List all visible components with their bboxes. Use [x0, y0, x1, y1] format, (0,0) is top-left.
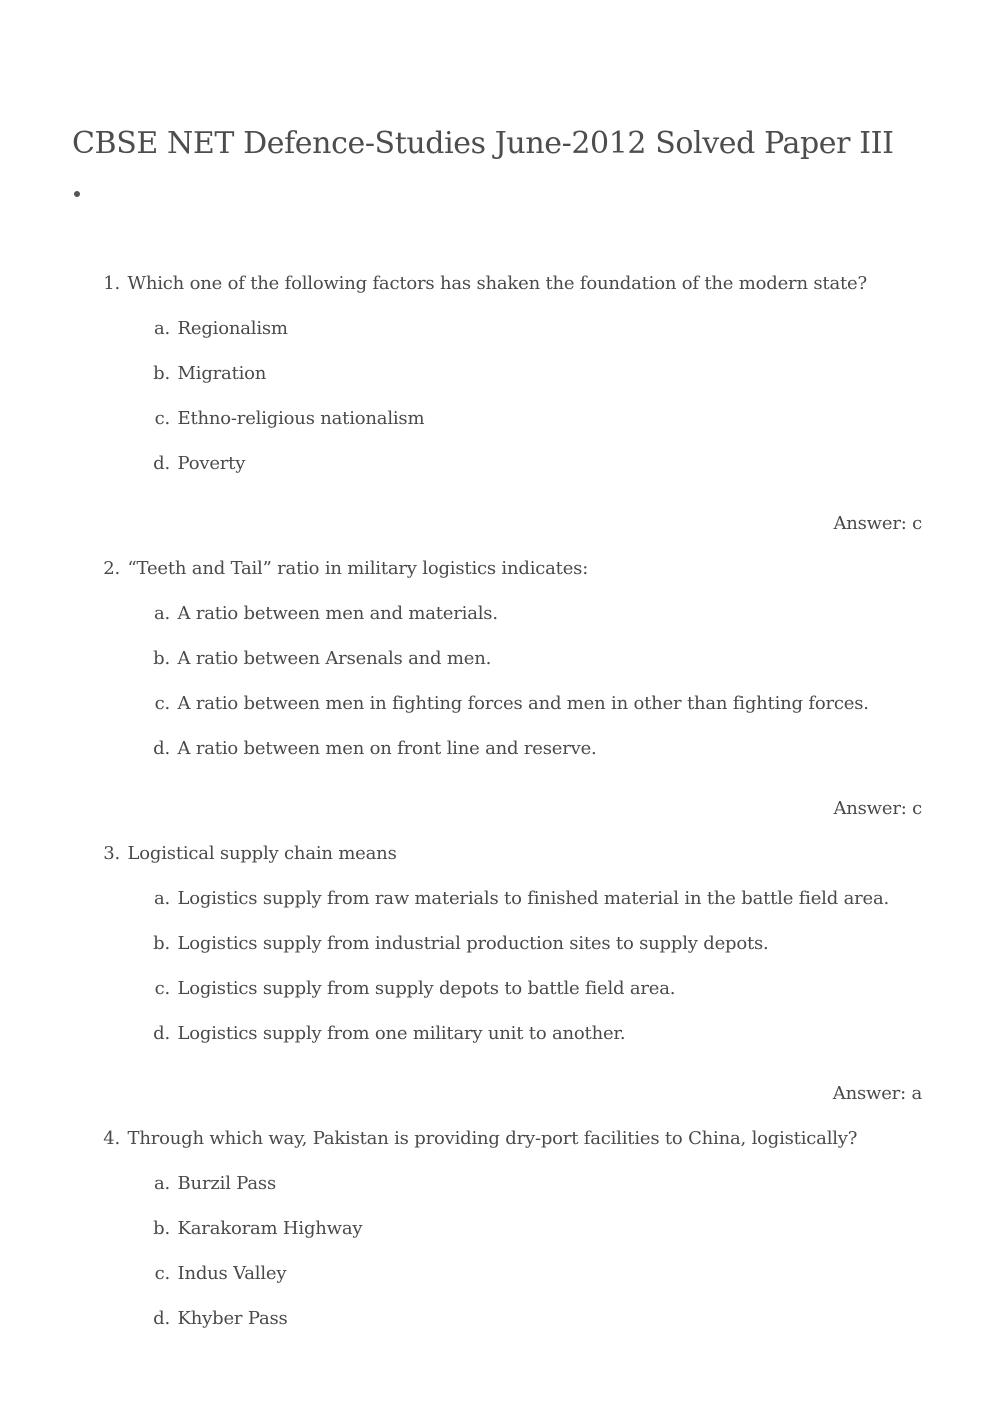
option-letter: c. [154, 408, 170, 429]
option-text: Logistics supply from raw materials to finished material in the battle field area. [177, 888, 890, 909]
question-number: 3. [103, 843, 120, 864]
option-d [146, 1021, 625, 1047]
option-b [146, 361, 266, 387]
option-a [146, 601, 498, 627]
option-c [146, 406, 424, 432]
option-letter: a. [153, 1173, 170, 1194]
option-b [146, 931, 769, 957]
option-text: Karakoram Highway [177, 1218, 363, 1239]
option-letter: c. [154, 693, 170, 714]
option-text: Khyber Pass [177, 1308, 288, 1329]
option-text: A ratio between men in fighting forces and men in other than fighting forces. [177, 693, 869, 714]
question-stem: “Teeth and Tail” ratio in military logistics indicates: [127, 558, 589, 579]
option-c [146, 691, 869, 717]
answer-label: Answer: c [833, 513, 922, 534]
option-letter: d. [153, 1023, 170, 1044]
question-stem: Which one of the following factors has shaken the foundation of the modern state? [127, 273, 867, 294]
question-number: 1. [103, 273, 120, 294]
option-text: Burzil Pass [177, 1173, 276, 1194]
question-stem: Logistical supply chain means [127, 843, 397, 864]
question-1-text [96, 271, 867, 297]
option-letter: c. [154, 1263, 170, 1284]
option-text: Ethno-religious nationalism [177, 408, 425, 429]
option-letter: b. [153, 1218, 170, 1239]
page-title: CBSE NET Defence-Studies June-2012 Solved Paper III [72, 126, 894, 161]
option-text: Migration [177, 363, 267, 384]
option-a [146, 886, 889, 912]
option-letter: d. [153, 738, 170, 759]
option-letter: a. [153, 603, 170, 624]
option-letter: d. [153, 1308, 170, 1329]
question-4-text [96, 1126, 857, 1152]
option-text: Logistics supply from industrial production sites to supply depots. [177, 933, 769, 954]
option-c [146, 976, 675, 1002]
option-letter: a. [153, 318, 170, 339]
question-number: 2. [103, 558, 120, 579]
option-text: Logistics supply from supply depots to battle field area. [177, 978, 676, 999]
answer-label: Answer: a [832, 1083, 922, 1104]
question-3-text [96, 841, 397, 867]
answer-label: Answer: c [833, 798, 922, 819]
option-letter: b. [153, 933, 170, 954]
option-d [146, 736, 597, 762]
option-d [146, 1306, 288, 1332]
option-text: Regionalism [177, 318, 288, 339]
option-c [146, 1261, 286, 1287]
option-letter: a. [153, 888, 170, 909]
option-text: Logistics supply from one military unit to another. [177, 1023, 626, 1044]
option-text: A ratio between Arsenals and men. [177, 648, 492, 669]
question-number: 4. [103, 1128, 120, 1149]
option-a [146, 316, 288, 342]
option-letter: d. [153, 453, 170, 474]
question-stem: Through which way, Pakistan is providing dry-port facilities to China, logistically? [127, 1128, 858, 1149]
option-letter: b. [153, 648, 170, 669]
option-letter: c. [154, 978, 170, 999]
option-text: A ratio between men and materials. [177, 603, 498, 624]
option-text: A ratio between men on front line and reserve. [177, 738, 597, 759]
option-a [146, 1171, 276, 1197]
bullet-point [74, 191, 80, 197]
option-b [146, 1216, 362, 1242]
option-letter: b. [153, 363, 170, 384]
option-d [146, 451, 245, 477]
option-b [146, 646, 491, 672]
option-text: Indus Valley [177, 1263, 287, 1284]
question-2-text [96, 556, 588, 582]
option-text: Poverty [177, 453, 246, 474]
